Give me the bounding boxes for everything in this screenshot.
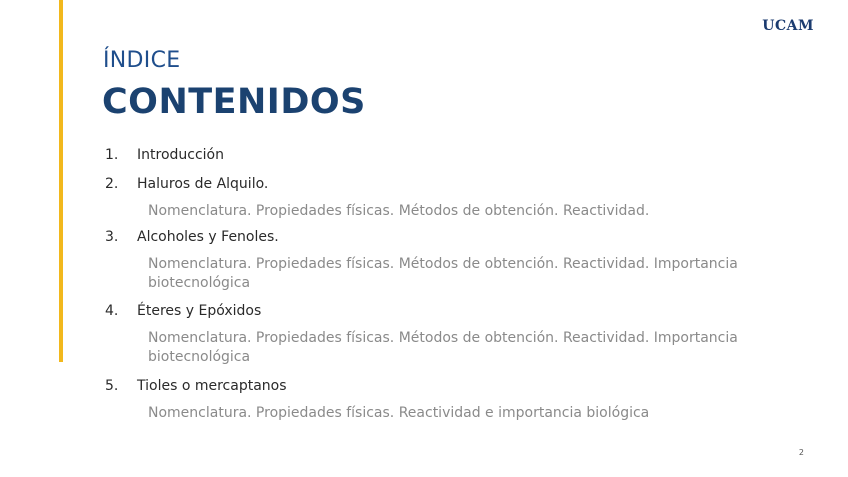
toc-item-description: Nomenclatura. Propiedades físicas. Métodos de obtención. Reactividad. Importancia biotecnológica bbox=[148, 256, 738, 291]
toc-item-label: Introducción bbox=[137, 147, 224, 163]
toc-item-number: 5. bbox=[105, 378, 119, 394]
toc-item-label: Haluros de Alquilo. bbox=[137, 176, 269, 192]
ucam-logo: UCAM bbox=[762, 18, 814, 34]
slide-title: CONTENIDOS bbox=[102, 82, 366, 122]
toc-item-number: 4. bbox=[105, 303, 119, 319]
page-number: 2 bbox=[798, 448, 804, 457]
toc-item-1 bbox=[105, 146, 805, 164]
toc-item-description: Nomenclatura. Propiedades físicas. Reactividad e importancia biológica bbox=[148, 405, 650, 421]
toc-item-label: Alcoholes y Fenoles. bbox=[137, 229, 279, 245]
toc-item-number: 3. bbox=[105, 229, 119, 245]
toc-item-3 bbox=[105, 228, 805, 293]
accent-bar bbox=[59, 0, 63, 362]
toc-item-label: Éteres y Epóxidos bbox=[137, 303, 262, 319]
toc-item-4 bbox=[105, 302, 805, 367]
toc-item-description: Nomenclatura. Propiedades físicas. Métodos de obtención. Reactividad. bbox=[148, 203, 650, 219]
toc-item-number: 1. bbox=[105, 147, 119, 163]
toc-item-description: Nomenclatura. Propiedades físicas. Métodos de obtención. Reactividad. Importancia biotecnológica bbox=[148, 330, 738, 365]
slide-subtitle: ÍNDICE bbox=[103, 48, 181, 73]
toc-item-number: 2. bbox=[105, 176, 119, 192]
toc-item-label: Tioles o mercaptanos bbox=[137, 378, 287, 394]
toc-item-5 bbox=[105, 377, 805, 423]
toc-item-2 bbox=[105, 175, 805, 221]
